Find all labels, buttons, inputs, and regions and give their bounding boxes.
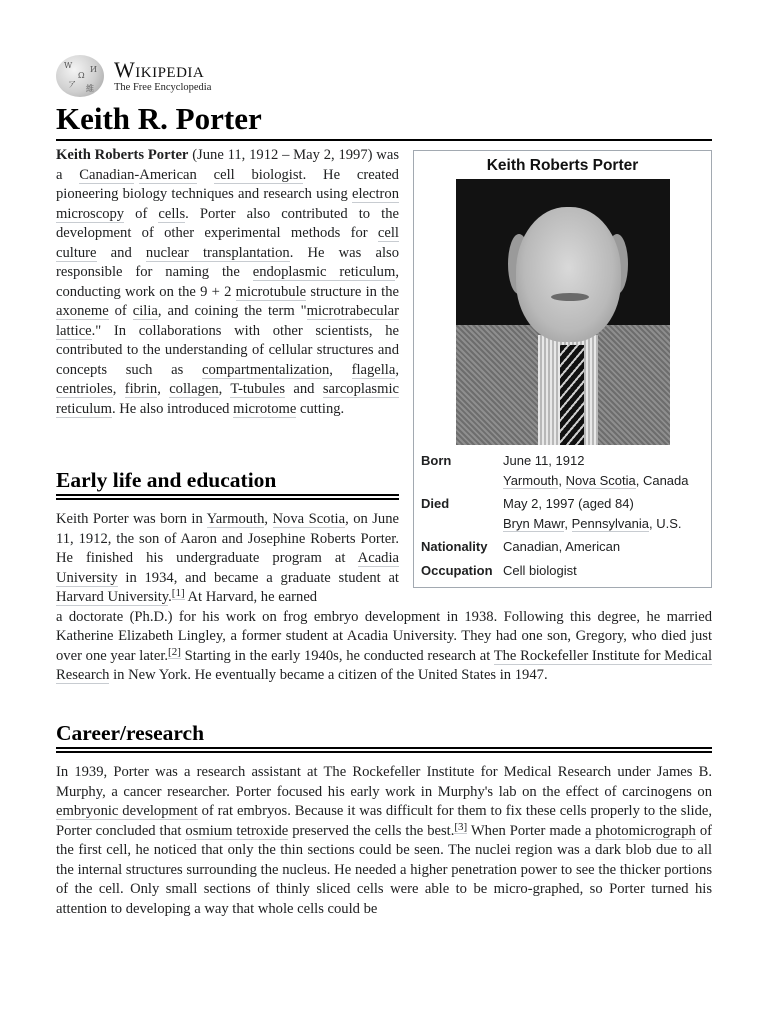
article-page	[56, 54, 712, 917]
link-microtrabecular-lattice[interactable]: microtrabecular lattice	[56, 303, 399, 339]
link-nova-scotia[interactable]: Nova Scotia	[565, 472, 636, 488]
text: of rat embryos. Because it was difficult for them to fix these cells properly to the slide, Porter concluded that	[56, 803, 712, 839]
text: (June 11, 1912 – May 2, 1997) was a	[56, 147, 400, 183]
link-cell-biologist[interactable]: cell biologist	[213, 166, 303, 183]
link-endoplasmic-reticulum[interactable]: endoplasmic reticulum	[252, 264, 396, 280]
globe-glyph: И	[90, 65, 97, 74]
link-acadia-university[interactable]: Acadia University	[56, 550, 399, 586]
link-axoneme[interactable]: axoneme	[56, 303, 109, 319]
text: of	[124, 205, 159, 222]
link-canadian[interactable]: Canadian	[79, 166, 135, 183]
text: in 1934, and became a graduate student at	[117, 569, 399, 586]
globe-glyph: ア	[68, 80, 76, 89]
text: , conducting work on the 9 + 2	[56, 264, 399, 300]
link-nova-scotia[interactable]: Nova Scotia	[272, 511, 346, 527]
text: ,	[112, 381, 125, 397]
death-date: May 2, 1997 (aged 84)	[503, 496, 634, 511]
link-nuclear-transplantation[interactable]: nuclear transplantation	[145, 244, 290, 261]
text: ,	[564, 515, 572, 531]
wordmark-tagline: The Free Encyclopedia	[114, 81, 212, 93]
link-microtome[interactable]: microtome	[233, 400, 297, 417]
link-cells[interactable]: cells	[158, 205, 186, 222]
photo-tie	[560, 345, 584, 445]
text: Keith Porter was born in	[56, 511, 207, 527]
wordmark	[114, 56, 212, 94]
link-american[interactable]: American	[139, 166, 197, 183]
section-heading-career	[56, 719, 712, 753]
text: ,	[218, 381, 231, 397]
globe-glyph: 維	[86, 84, 94, 93]
section-divider	[56, 494, 399, 500]
text: , on June 11, 1912, the son of Aaron and Josephine Roberts Porter. He finished his undergraduate program at	[56, 511, 399, 566]
link-flagella[interactable]: flagella	[351, 361, 396, 378]
infobox-label: Died	[421, 496, 450, 511]
text: and	[285, 381, 323, 397]
infobox-title: Keith Roberts Porter	[486, 157, 639, 174]
text	[197, 167, 214, 183]
lead-paragraph	[56, 146, 399, 419]
text: ,	[264, 511, 273, 527]
infobox-row-born	[414, 450, 711, 493]
paragraph-wide	[56, 608, 712, 686]
citation-2[interactable]: [2]	[168, 645, 181, 658]
text: -	[134, 166, 140, 183]
page-title: Keith R. Porter	[56, 101, 262, 136]
text: preserved the cells the best.	[288, 822, 455, 839]
link-electron-microscopy[interactable]: electron microscopy	[56, 186, 399, 222]
title-divider	[56, 139, 712, 141]
link-photomicrograph[interactable]: photomicrograph	[595, 822, 696, 839]
citation-1[interactable]: [1]	[171, 587, 185, 599]
globe-glyph: Ω	[78, 71, 85, 80]
wordmark-title: Wikipedia	[114, 56, 205, 82]
text: structure in the	[306, 283, 400, 300]
text: , U.S.	[648, 515, 682, 531]
link-embryonic-development[interactable]: embryonic development	[56, 803, 198, 819]
citation-3[interactable]: [3]	[454, 820, 468, 833]
link-t-tubules[interactable]: T-tubules	[230, 381, 285, 397]
text: ,	[157, 381, 170, 397]
link-collagen[interactable]: collagen	[169, 381, 219, 397]
text: . He created pioneering biology techniques and research using	[56, 166, 399, 202]
text: Starting in the early 1940s, he conducted research at	[180, 647, 494, 664]
text: . Porter also contributed to the development of other experimental methods for	[56, 205, 399, 241]
infobox-value	[503, 451, 689, 490]
link-yarmouth[interactable]: Yarmouth	[206, 511, 265, 527]
link-harvard-university[interactable]: Harvard University	[56, 589, 169, 605]
wikipedia-logo[interactable]	[56, 54, 712, 98]
text: of the first cell, he noticed that only the thin sections could be seen. The nuclei region was a dark blob due to all the internal structures surrounding the nucleus. He needed a higher penetration power to see the thicker portions of the cell. Only small sections of thinly sliced cells were able to be micro-graphed, so Porter turned his attention to developing a way that whole cells could be	[56, 822, 712, 917]
link-microtubule[interactable]: microtubule	[235, 283, 307, 300]
link-centrioles[interactable]: centrioles	[56, 381, 113, 397]
birth-date: June 11, 1912	[503, 453, 585, 468]
text: When Porter made a	[467, 822, 596, 839]
text: in New York. He eventually became a citizen of the United States in 1947.	[109, 667, 548, 683]
photo-mustache	[551, 293, 589, 301]
text: and	[96, 244, 146, 261]
globe-glyph: W	[64, 61, 73, 70]
infobox-label: Born	[421, 453, 452, 468]
text: . He was also responsible for naming the	[56, 244, 399, 280]
text: . He also introduced	[111, 400, 234, 417]
section-title: Early life and education	[56, 468, 277, 492]
subject-name: Keith Roberts Porter	[56, 147, 189, 163]
section-divider	[56, 747, 712, 753]
link-sarcoplasmic-reticulum[interactable]: sarcoplasmic reticulum	[56, 381, 399, 417]
text: ,	[395, 361, 399, 378]
birth-place	[503, 471, 689, 491]
infobox-label: Occupation	[421, 562, 493, 578]
text: ." In collaborations with other scientists, he contributed to the understanding of cellular structures and concepts such as	[56, 322, 399, 378]
section-early-life-body	[56, 510, 712, 686]
link-osmium-tetroxide[interactable]: osmium tetroxide	[185, 822, 289, 839]
section-title: Career/research	[56, 721, 205, 745]
infobox-value: Canadian, American	[503, 539, 621, 554]
text: , Canada	[635, 472, 689, 488]
link-yarmouth[interactable]: Yarmouth	[503, 472, 559, 488]
text: ,	[558, 472, 566, 488]
text: At Harvard, he earned	[184, 589, 318, 605]
link-cilia[interactable]: cilia	[132, 303, 158, 319]
wikipedia-globe-icon	[56, 55, 104, 97]
section-career-body	[56, 763, 712, 919]
photo-face	[516, 207, 621, 342]
text: .	[168, 589, 172, 605]
infobox-label: Nationality	[421, 539, 488, 554]
section-heading-early-life	[56, 466, 399, 500]
infobox-value: Cell biologist	[503, 562, 577, 578]
text: of	[108, 303, 133, 319]
text: a doctorate (Ph.D.) for his work on frog embryo development in 1938. Following this degree, he married Katherine Elizabeth Lingley, a former student at Acadia University. They had one son, Gregory, who died just over one year later.	[56, 608, 712, 664]
link-bryn-mawr[interactable]: Bryn Mawr	[503, 515, 565, 531]
link-fibrin[interactable]: fibrin	[124, 381, 158, 397]
text: ,	[329, 361, 352, 378]
link-pennsylvania[interactable]: Pennsylvania	[571, 515, 649, 531]
link-compartmentalization[interactable]: compartmentalization	[202, 361, 330, 378]
text: In 1939, Porter was a research assistant at The Rockefeller Institute for Medical Research under James B. Murphy, a cancer researcher. Porter focused his early work in Murphy's lab on the effect of carcinogens on	[56, 764, 712, 800]
link-rockefeller-institute[interactable]: The Rockefeller Institute for Medical Research	[56, 647, 712, 683]
paragraph-narrow	[56, 510, 399, 608]
portrait-photo[interactable]	[456, 179, 670, 445]
link-cell-culture[interactable]: cell culture	[56, 225, 399, 261]
text: cutting.	[296, 400, 345, 417]
text: , and coining the term "	[157, 303, 307, 319]
